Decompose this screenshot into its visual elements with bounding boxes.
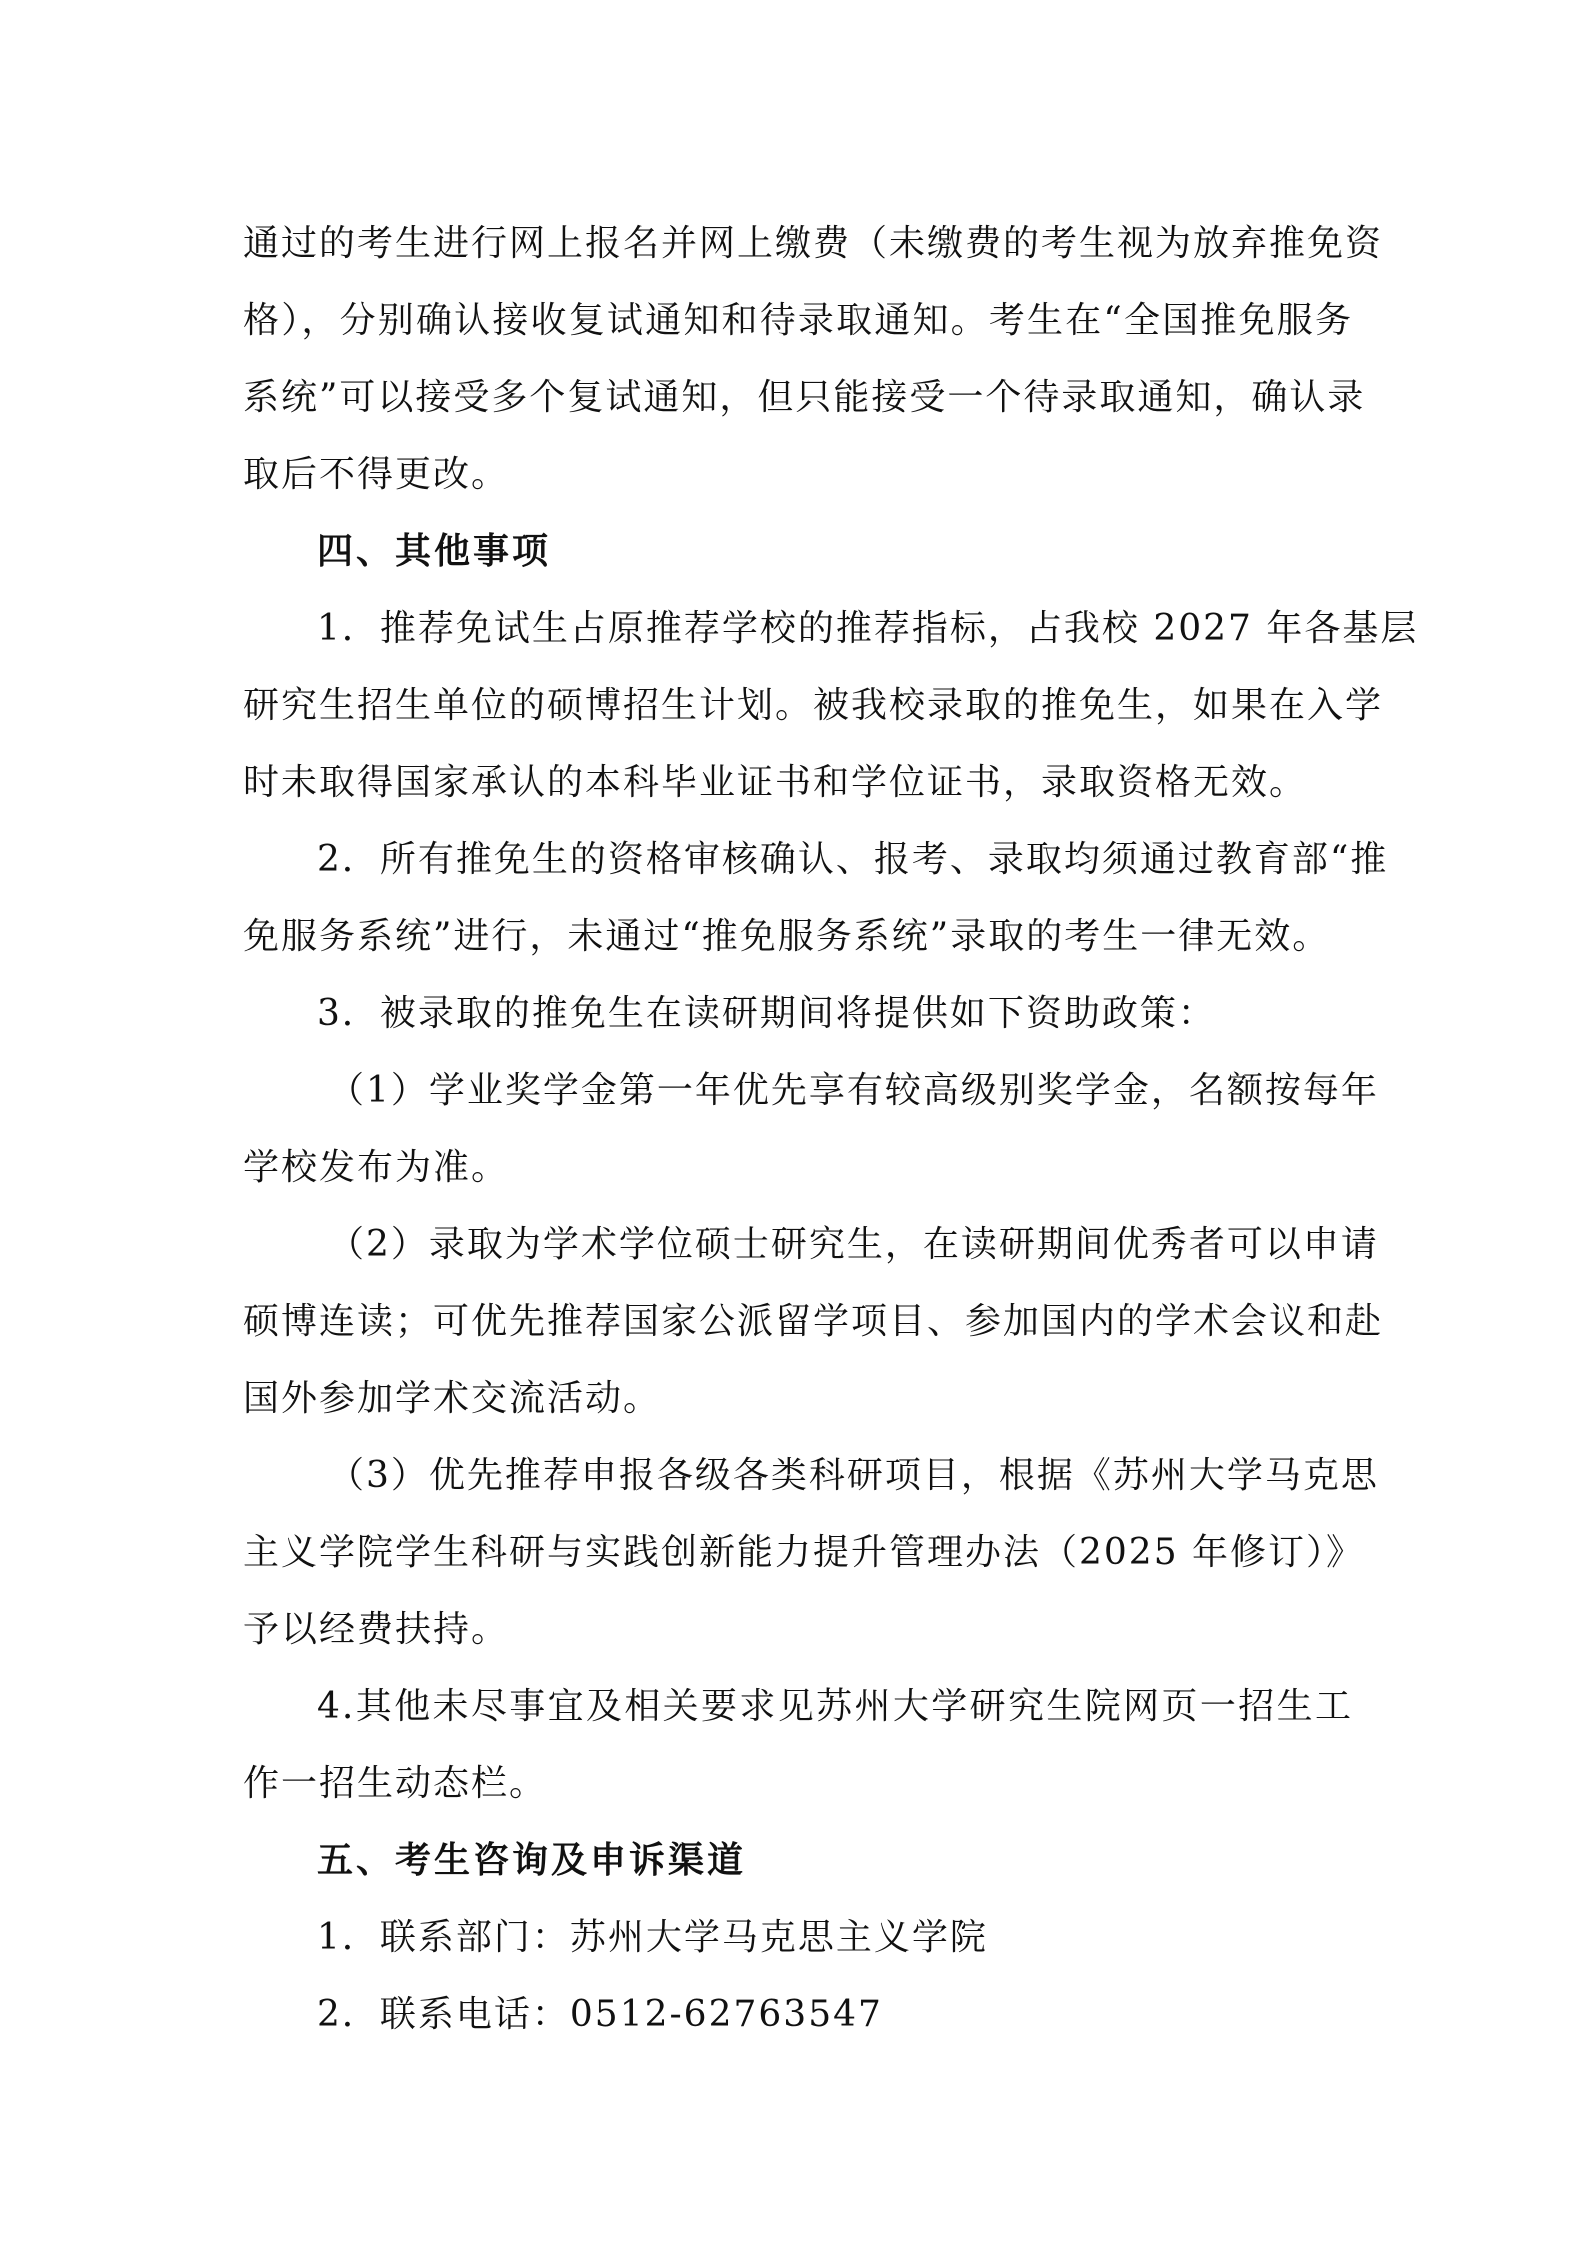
paragraph-line: 4.其他未尽事宜及相关要求见苏州大学研究生院网页一招生工 [317, 1686, 1353, 1727]
contact-department: 1．联系部门：苏州大学马克思主义学院 [317, 1917, 988, 1958]
paragraph-line: 主义学院学生科研与实践创新能力提升管理办法（2025 年修订）》 [243, 1532, 1365, 1573]
paragraph-line: 1．推荐免试生占原推荐学校的推荐指标，占我校 2027 年各基层 [317, 608, 1419, 649]
paragraph-line: 作一招生动态栏。 [243, 1763, 548, 1804]
paragraph-line: 免服务系统”进行，未通过“推免服务系统”录取的考生一律无效。 [243, 916, 1331, 957]
paragraph-line: 予以经费扶持。 [243, 1609, 510, 1650]
paragraph-line: （2）录取为学术学位硕士研究生，在读研期间优秀者可以申请 [328, 1224, 1379, 1265]
paragraph-line: 国外参加学术交流活动。 [243, 1378, 662, 1419]
paragraph-line: 研究生招生单位的硕博招生计划。被我校录取的推免生，如果在入学 [243, 685, 1384, 726]
contact-phone: 2．联系电话：0512-62763547 [317, 1994, 883, 2035]
paragraph-line: 通过的考生进行网上报名并网上缴费（未缴费的考生视为放弃推免资 [243, 223, 1384, 264]
paragraph-line: 硕博连读；可优先推荐国家公派留学项目、参加国内的学术会议和赴 [243, 1301, 1384, 1342]
document-body [243, 205, 1419, 2053]
paragraph-line: 2．所有推免生的资格审核确认、报考、录取均须通过教育部“推 [317, 839, 1389, 880]
paragraph-line: 3．被录取的推免生在读研期间将提供如下资助政策： [317, 993, 1216, 1034]
section-heading-4: 四、其他事项 [317, 531, 552, 572]
paragraph-line: 取后不得更改。 [243, 454, 510, 495]
section-heading-5: 五、考生咨询及申诉渠道 [317, 1840, 747, 1881]
paragraph-line: （1）学业奖学金第一年优先享有较高级别奖学金，名额按每年 [328, 1070, 1379, 1111]
paragraph-line: 时未取得国家承认的本科毕业证书和学位证书，录取资格无效。 [243, 762, 1308, 803]
paragraph-line: （3）优先推荐申报各级各类科研项目，根据《苏州大学马克思 [328, 1455, 1379, 1496]
paragraph-line: 学校发布为准。 [243, 1147, 510, 1188]
paragraph-line: 格），分别确认接收复试通知和待录取通知。考生在“全国推免服务 [243, 300, 1353, 341]
paragraph-line: 系统”可以接受多个复试通知，但只能接受一个待录取通知，确认录 [243, 377, 1366, 418]
